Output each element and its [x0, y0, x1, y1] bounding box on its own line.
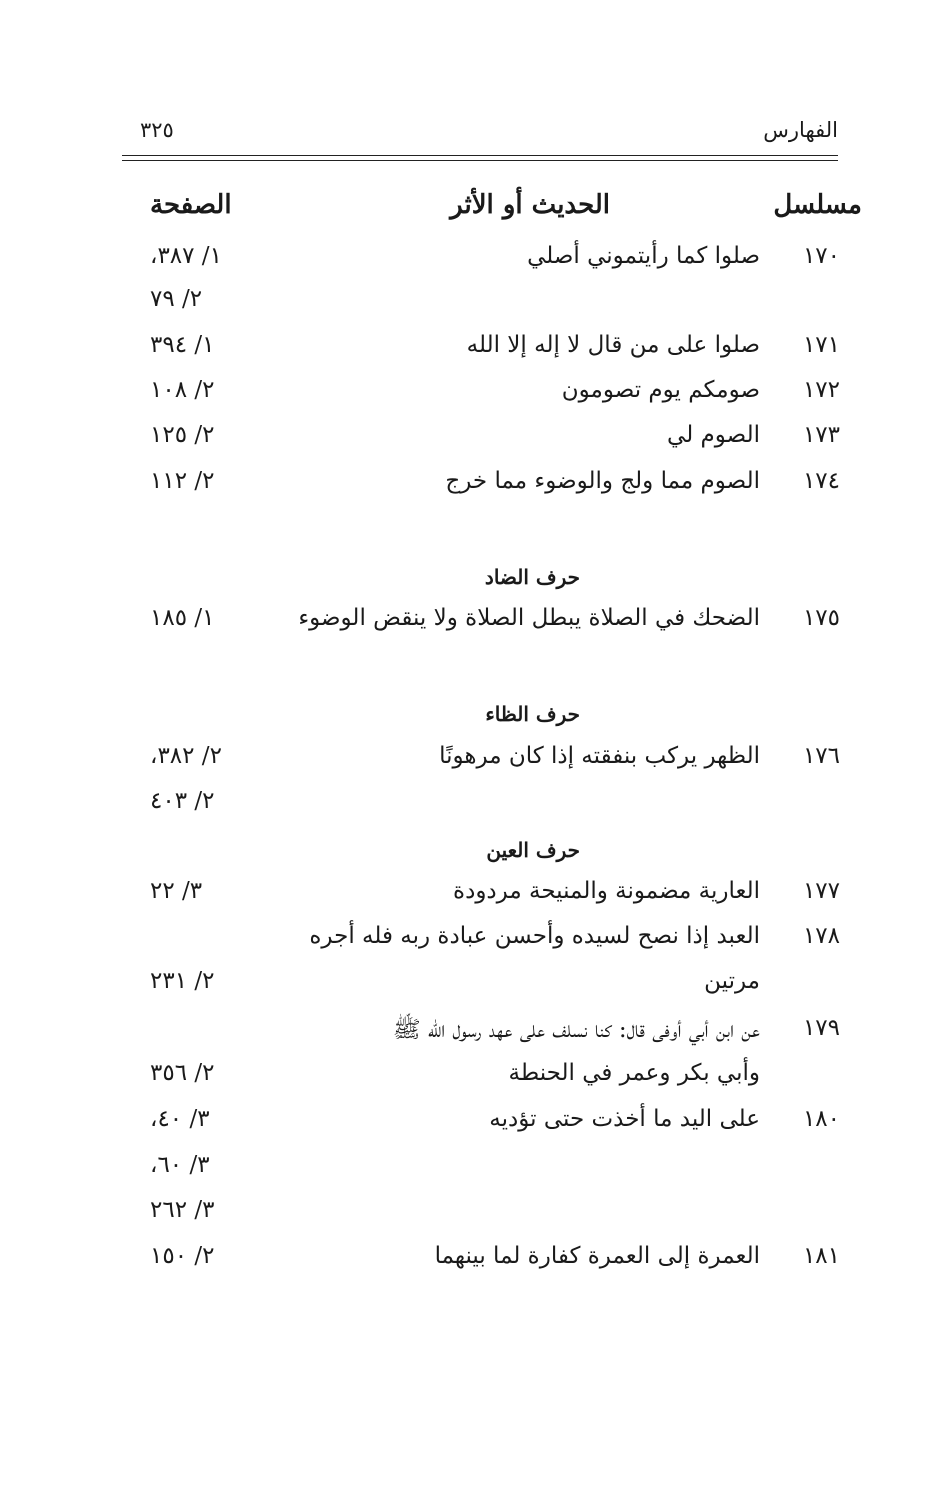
- row-text: صلوا كما رأيتموني أصلي: [527, 243, 760, 269]
- row-pages: ٣/ ٢٦٢: [150, 1197, 215, 1223]
- row-serial: ١٧٤: [802, 468, 840, 494]
- section-heading: حرف الضاد: [484, 565, 580, 589]
- index-row: [0, 1060, 950, 1104]
- index-row: [0, 1152, 950, 1196]
- index-row: [0, 1106, 950, 1150]
- index-row: [0, 1015, 950, 1059]
- row-pages: ٢/ ٢٣١: [150, 968, 215, 994]
- row-pages: ٢/ ١٥٠: [150, 1243, 215, 1269]
- index-row: [0, 1243, 950, 1287]
- section-heading: حرف العين: [486, 838, 580, 862]
- row-pages: ٣/ ٤٠،: [150, 1106, 210, 1132]
- index-row: [0, 743, 950, 787]
- index-row: [0, 332, 950, 376]
- row-pages: ١/ ٣٨٧،: [150, 243, 222, 269]
- row-serial: ١٧١: [802, 332, 840, 358]
- index-row: [0, 377, 950, 421]
- row-serial: ١٧٣: [802, 422, 840, 448]
- header-rule-thick: [122, 155, 838, 156]
- row-text: على اليد ما أخذت حتى تؤديه: [489, 1106, 760, 1132]
- row-text: مرتين: [704, 968, 760, 994]
- column-header-serial: مسلسل: [773, 190, 862, 220]
- row-text: العمرة إلى العمرة كفارة لما بينهما: [434, 1243, 760, 1269]
- row-serial: ١٧٧: [802, 878, 840, 904]
- row-serial: ١٧٢: [802, 377, 840, 403]
- header-title: الفهارس: [763, 118, 838, 142]
- row-text: صومكم يوم تصومون: [561, 377, 760, 403]
- row-text: الظهر يركب بنفقته إذا كان مرهونًا: [439, 743, 760, 769]
- row-text: الصوم لي: [667, 422, 760, 448]
- row-pages: ١/ ١٨٥: [150, 605, 215, 631]
- index-row: [0, 923, 950, 967]
- row-pages: ١/ ٣٩٤: [150, 332, 215, 358]
- index-row: [0, 1197, 950, 1241]
- index-row: [0, 968, 950, 1012]
- column-header-page: الصفحة: [150, 190, 232, 220]
- page-number: ٣٢٥: [140, 118, 174, 142]
- row-serial: ١٧٦: [802, 743, 840, 769]
- row-text: عن ابن أبي أوفى قال: كنا نسلف على عهد رسول الله ﷺ: [392, 1017, 760, 1043]
- row-pages: ٢/ ٣٥٦: [150, 1060, 215, 1086]
- row-serial: ١٧٠: [802, 243, 840, 269]
- row-text: العارية مضمونة والمنيحة مردودة: [453, 878, 760, 904]
- row-text: وأبي بكر وعمر في الحنطة: [508, 1060, 760, 1086]
- index-row: [0, 605, 950, 649]
- row-text: العبد إذا نصح لسيده وأحسن عبادة ربه فله أجره: [309, 923, 760, 949]
- row-pages: ٢/ ٣٨٢،: [150, 743, 222, 769]
- row-serial: ١٨٠: [802, 1106, 840, 1132]
- index-row: [0, 422, 950, 466]
- row-serial: ١٧٥: [802, 605, 840, 631]
- row-serial: ١٧٨: [802, 923, 840, 949]
- row-serial: ١٨١: [802, 1243, 840, 1269]
- index-row: [0, 286, 950, 330]
- row-serial: ١٧٩: [802, 1015, 840, 1041]
- row-pages: ٢/ ١٢٥: [150, 422, 215, 448]
- row-pages: ٢/ ١١٢: [150, 468, 215, 494]
- index-row: [0, 243, 950, 287]
- index-row: [0, 878, 950, 922]
- row-pages: ٢/ ٤٠٣: [150, 788, 215, 814]
- index-row: [0, 788, 950, 832]
- column-header-hadith: الحديث أو الأثر: [450, 190, 610, 220]
- index-row: [0, 468, 950, 512]
- row-pages: ٣/ ٦٠،: [150, 1152, 210, 1178]
- header-rule-thin: [122, 160, 838, 161]
- row-text: الصوم مما ولج والوضوء مما خرج: [445, 468, 760, 494]
- row-pages: ٢/ ١٠٨: [150, 377, 215, 403]
- running-header: [122, 118, 838, 152]
- row-text: صلوا على من قال لا إله إلا الله: [466, 332, 760, 358]
- row-text: الضحك في الصلاة يبطل الصلاة ولا ينقض الوضوء: [298, 605, 760, 631]
- row-pages: ٢/ ٧٩: [150, 286, 203, 312]
- section-heading: حرف الظاء: [485, 702, 580, 726]
- row-pages: ٣/ ٢٢: [150, 878, 203, 904]
